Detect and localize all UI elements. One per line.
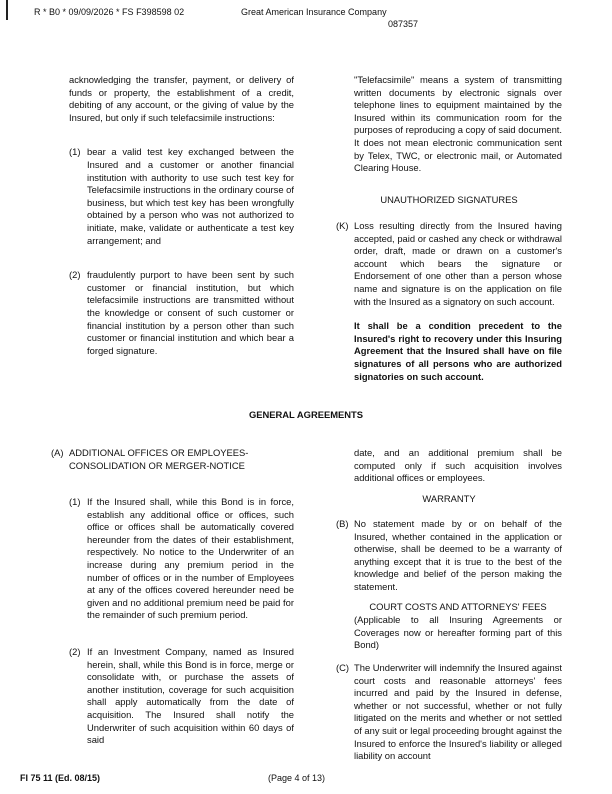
list-item [336, 220, 562, 383]
right-top-column [354, 74, 562, 175]
list-item [336, 518, 562, 594]
item-text: fraudulently purport to have been sent by such customer or financial institution, but which telefacsimile instructions are transmitted without the knowledge or consent of such customer or financial institution by a person other than such customer or financial institution and which bear a forged signature. [87, 269, 294, 356]
item-number: (A) [51, 447, 64, 458]
section-a [51, 447, 294, 472]
section-b [336, 518, 562, 594]
item-number: (1) [69, 146, 81, 158]
section-c [336, 662, 562, 763]
header-form-code: R * B0 * 09/09/2026 * FS F398598 02 [34, 7, 185, 17]
footer-page-number: (Page 4 of 13) [268, 773, 326, 783]
general-agreements-heading: GENERAL AGREEMENTS [248, 409, 364, 420]
item-number: (C) [336, 662, 350, 673]
left-top-column [69, 74, 294, 357]
left-margin-bar [6, 0, 8, 20]
list-item [69, 496, 294, 622]
item-text: bear a valid test key exchanged between the Insured and a customer or another financial institution with authority to use such test key for Telefacsimile instructions in the ordinary course of business, but which test key has been wrongfully obtained by a person who was not authorized to initiate, make, validate or authenticate a test key arrangement; and [87, 146, 294, 246]
header-document-number: 087357 [388, 19, 419, 29]
list-item [336, 662, 562, 763]
court-costs-note: (Applicable to all Insuring Agreements or Coverages now or hereafter forming part of this Bond) [354, 614, 562, 651]
item-text: No statement made by or on behalf of the Insured, whether contained in the application or otherwise, shall be deemed to be a warranty of anything except that it is true to the best of the knowledge and belief of the person making the statement. [354, 518, 562, 592]
item-text: The Underwriter will indemnify the Insured against court costs and reasonable attorneys' fees incurred and paid by the Insured in defense, whether or not successful, whether or not fully litigated on the merits and whether or not settled of any suit or legal proceeding brought against the Insured to enforce the Insured's liability or alleged liability on account [354, 662, 562, 762]
section-a-items [69, 496, 294, 747]
list-item [51, 447, 294, 472]
list-item [69, 269, 294, 357]
item-number: (B) [336, 518, 349, 529]
court-costs-note-wrap [336, 614, 562, 652]
section-a-continuation: date, and an additional premium shall be computed only if such acquisition involves additional offices or employees. [354, 447, 562, 484]
unauthorized-signatures-heading: UNAUTHORIZED SIGNATURES [380, 194, 518, 205]
list-item [69, 646, 294, 747]
item-number: (1) [69, 496, 81, 507]
warranty-heading: WARRANTY [422, 493, 476, 504]
item-text: If an Investment Company, named as Insured herein, shall, while this Bond is in force, merge or consolidate with, or purchase the assets of another institution, coverage for such acquisition shall apply automatically from the date of acquisition. The Insured shall notify the Underwriter of such acquisition within 60 days of said [87, 645, 294, 746]
k-condition: It shall be a condition precedent to the Insured's right to recovery under this Insuring Agreement that the Insured shall have on file signatures of all persons who are authorized signatories on such account. [354, 320, 562, 382]
item-number: (K) [336, 220, 349, 231]
item-text: Loss resulting directly from the Insured having accepted, paid or cashed any check or withdrawal order, draft, made or drawn on a customer's account which bears the signature or Endorsement of one other than a person whose name and signature is on the application on file with the Insured as a signatory on such account. [354, 220, 562, 307]
item-text: If the Insured shall, while this Bond is in force, establish any additional office or offices, such office or offices shall be automatically covered hereunder from the dates of their establishment, respectively. No notice to the Underwriter of an increase during any premium period in the number of offices or in the number of Employees at any of the offices covered hereunder need be given and no additional premium need be paid for the remainder of such premium period. [87, 496, 294, 621]
item-number: (2) [69, 645, 81, 657]
section-a-title: ADDITIONAL OFFICES OR EMPLOYEES- CONSOLIDATION OR MERGER-NOTICE [69, 447, 249, 471]
header-company-name: Great American Insurance Company [241, 7, 387, 17]
footer-form-number: FI 75 11 (Ed. 08/15) [20, 773, 101, 783]
telefacsimile-intro: acknowledging the transfer, payment, or delivery of funds or property, the establishment of a credit, debiting of any account, or the giving of value by the Insured, but only if such telefacsimile instructions: [69, 74, 294, 123]
section-k [336, 220, 562, 383]
telefacsimile-definition: "Telefacsimile" means a system of transmitting written documents by electronic signals over telephone lines to equipment maintained by the Insured within its communication room for the purposes of reproducing a copy of said document. It does not mean electronic communication sent by Telex, TWC, or electronic mail, or Automated Clearing House. [354, 74, 562, 174]
list-item [69, 146, 294, 247]
item-number: (2) [69, 269, 81, 281]
court-costs-heading: COURT COSTS AND ATTORNEYS' FEES [369, 601, 547, 612]
